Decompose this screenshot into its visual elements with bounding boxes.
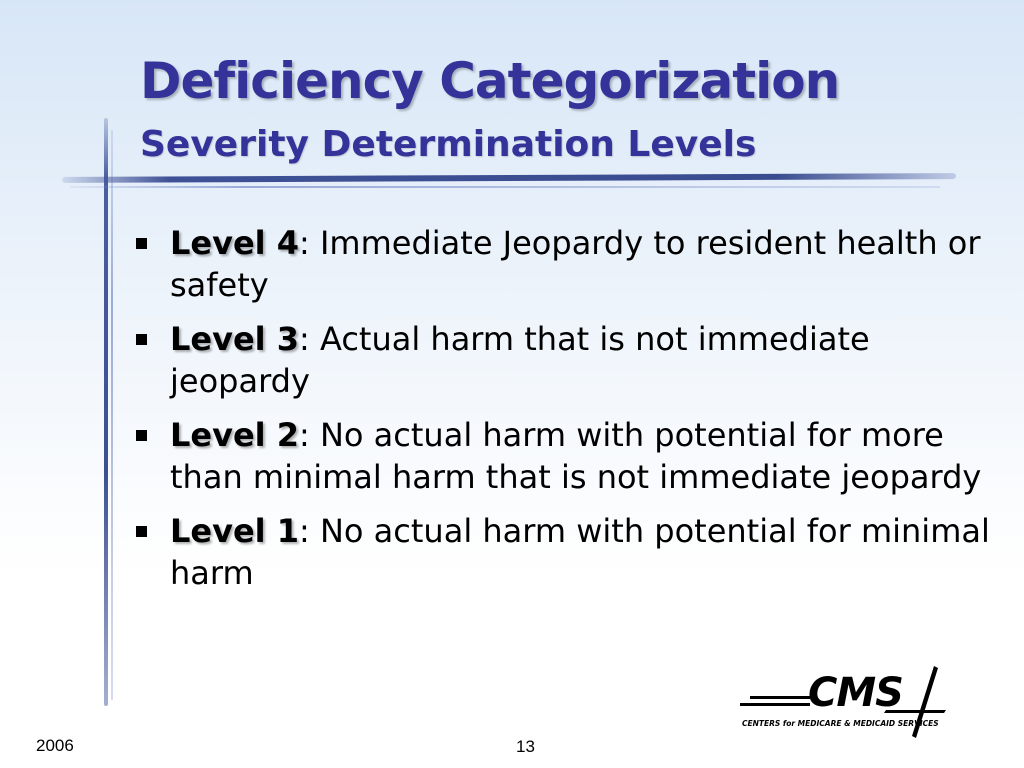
square-bullet-icon: [136, 238, 147, 249]
bullet-level-label: Level 4: [170, 224, 300, 262]
horizontal-rule-shadow: [70, 186, 940, 188]
bullet-text: : No actual harm with potential for more than minimal harm that is not immediate jeopardy: [170, 416, 982, 496]
bullet-text: : No actual harm with potential for minimal harm: [170, 512, 990, 592]
bullet-text: : Actual harm that is not immediate jeopardy: [170, 320, 870, 400]
bullet-text: : Immediate Jeopardy to resident health or safety: [170, 224, 981, 304]
logo-wordmark: CMS: [808, 670, 903, 716]
bullet-item-level-4: [130, 222, 1010, 306]
horizontal-rule: [62, 173, 956, 183]
bullet-list: [130, 222, 1010, 606]
square-bullet-icon: [136, 430, 147, 441]
page-number: 13: [516, 737, 535, 756]
bullet-item-level-1: [130, 510, 1010, 594]
slide-title: Deficiency Categorization: [140, 52, 840, 110]
square-bullet-icon: [136, 334, 147, 345]
vertical-rule: [104, 118, 108, 706]
cms-logo-icon: [736, 662, 956, 742]
bullet-level-label: Level 1: [170, 512, 300, 550]
bullet-item-level-2: [130, 414, 1010, 498]
footer-year: 2006: [36, 736, 74, 755]
vertical-rule-shadow: [111, 130, 113, 700]
bullet-level-label: Level 2: [170, 416, 300, 454]
bullet-item-level-3: [130, 318, 1010, 402]
logo-tagline: CENTERS for MEDICARE & MEDICAID SERVICES: [742, 719, 939, 728]
bullet-level-label: Level 3: [170, 320, 300, 358]
square-bullet-icon: [136, 526, 147, 537]
slide-subtitle: Severity Determination Levels: [140, 124, 757, 165]
